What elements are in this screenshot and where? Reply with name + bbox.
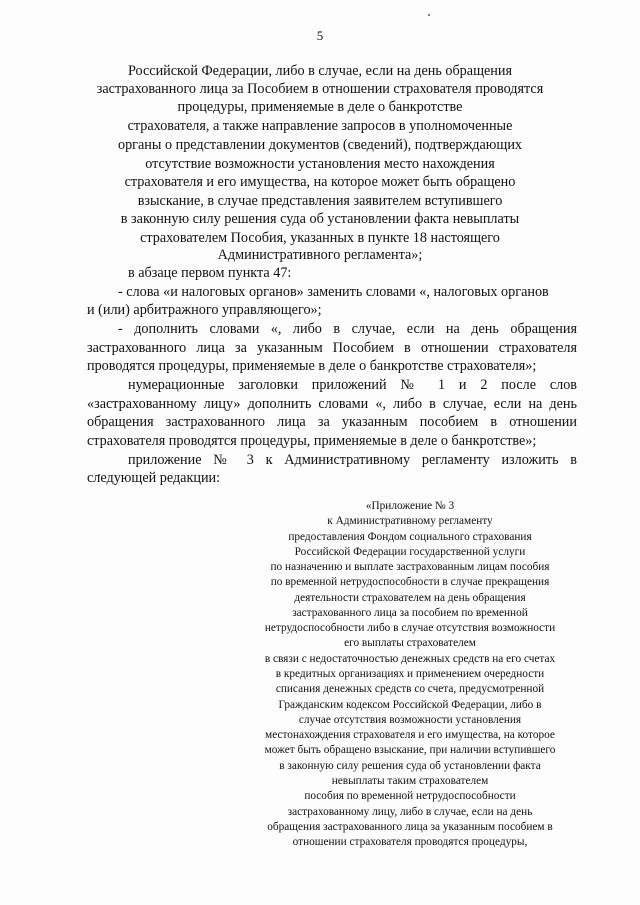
text-line: органы о представлении документов (сведений), подтверждающих: [117, 137, 523, 153]
appendix-line: по временной нетрудоспособности в случае прекращения: [270, 576, 550, 588]
text-line: Административного регламента»;: [217, 247, 423, 263]
appendix-line: случае отсутствия возможности установления: [298, 714, 522, 726]
appendix-line: в законную силу решения суда об установлении факта: [279, 760, 541, 772]
text-line: - дополнить словами «, либо в случае, если на день обращения: [118, 321, 577, 337]
scan-speck: [428, 14, 430, 16]
appendix-line: застрахованного лица за пособием по временной: [292, 607, 528, 619]
text-line: страхователя и его имущества, на которое может быть обращено: [124, 174, 516, 190]
text-line: страхователя проводятся процедуры, применяемые в деле о банкротстве»;: [87, 433, 537, 449]
appendix-line: деятельности страхователем на день обращения: [294, 592, 526, 604]
page-number: 5: [316, 28, 324, 43]
text-line: застрахованного лица за указанным Пособием в отношении страхователя: [87, 340, 577, 356]
appendix-line: застрахованному лицу, либо в случае, если на день: [287, 806, 533, 818]
appendix-line: отношении страхователя проводятся процедуры,: [292, 836, 528, 848]
text-line: следующей редакции:: [87, 470, 221, 486]
text-line: - слова «и налоговых органов» заменить словами «, налоговых органов: [118, 284, 549, 300]
text-line: проводятся процедуры, применяемые в деле о банкротстве страхователя»;: [87, 358, 537, 374]
appendix-line: обращения застрахованного лица за указанным пособием в: [267, 821, 553, 833]
appendix-line: «Приложение № 3: [365, 500, 455, 512]
text-line: приложение № 3 к Административному регламенту изложить в: [128, 452, 577, 468]
text-line: в законную силу решения суда об установлении факта невыплаты: [120, 211, 520, 227]
text-line: обращения застрахованного лица за указанным пособием в отношении: [87, 414, 577, 430]
text-line: и (или) арбитражного управляющего»;: [87, 302, 322, 318]
text-line: страхователем Пособия, указанных в пункте 18 настоящего: [140, 230, 500, 246]
appendix-line: Гражданским кодексом Российской Федерации, либо в: [278, 699, 542, 711]
text-line: «застрахованному лицу» дополнить словами «, либо в случае, если на день: [87, 396, 577, 412]
appendix-line: предоставления Фондом социального страхования: [288, 531, 532, 543]
appendix-line: невыплаты таким страхователем: [331, 775, 489, 787]
text-line: застрахованного лица за Пособием в отношении страхователя проводятся: [96, 81, 544, 97]
appendix-line: по назначению и выплате застрахованным лицам пособия: [270, 561, 550, 573]
text-line: нумерационные заголовки приложений № 1 и 2 после слов: [128, 377, 577, 393]
appendix-line: списания денежных средств со счета, предусмотренной: [275, 683, 545, 695]
text-line: отсутствие возможности установления место нахождения: [145, 156, 495, 172]
text-line: Российской Федерации, либо в случае, если на день обращения: [128, 63, 512, 79]
text-line: страхователя, а также направление запросов в уполномоченные: [127, 118, 513, 134]
appendix-line: его выплаты страхователем: [344, 637, 476, 649]
text-line: процедуры, применяемые в деле о банкротстве: [177, 99, 463, 115]
appendix-line: местонахождения страхователя и его имущества, на которое: [265, 729, 555, 741]
text-line: в абзаце первом пункта 47:: [128, 265, 292, 281]
appendix-line: пособия по временной нетрудоспособности: [304, 790, 516, 802]
text-line: взыскание, в случае представления заявителем вступившего: [137, 193, 503, 209]
appendix-line: в кредитных организациях и применением очередности: [275, 668, 545, 680]
appendix-line: в связи с недостаточностью денежных средств на его счетах: [264, 653, 556, 665]
appendix-line: может быть обращено взыскание, при наличии вступившего: [264, 744, 556, 756]
appendix-line: к Административному регламенту: [327, 515, 493, 527]
appendix-line: Российской Федерации государственной услуги: [294, 546, 526, 558]
appendix-line: нетрудоспособности либо в случае отсутствия возможности: [264, 622, 556, 634]
